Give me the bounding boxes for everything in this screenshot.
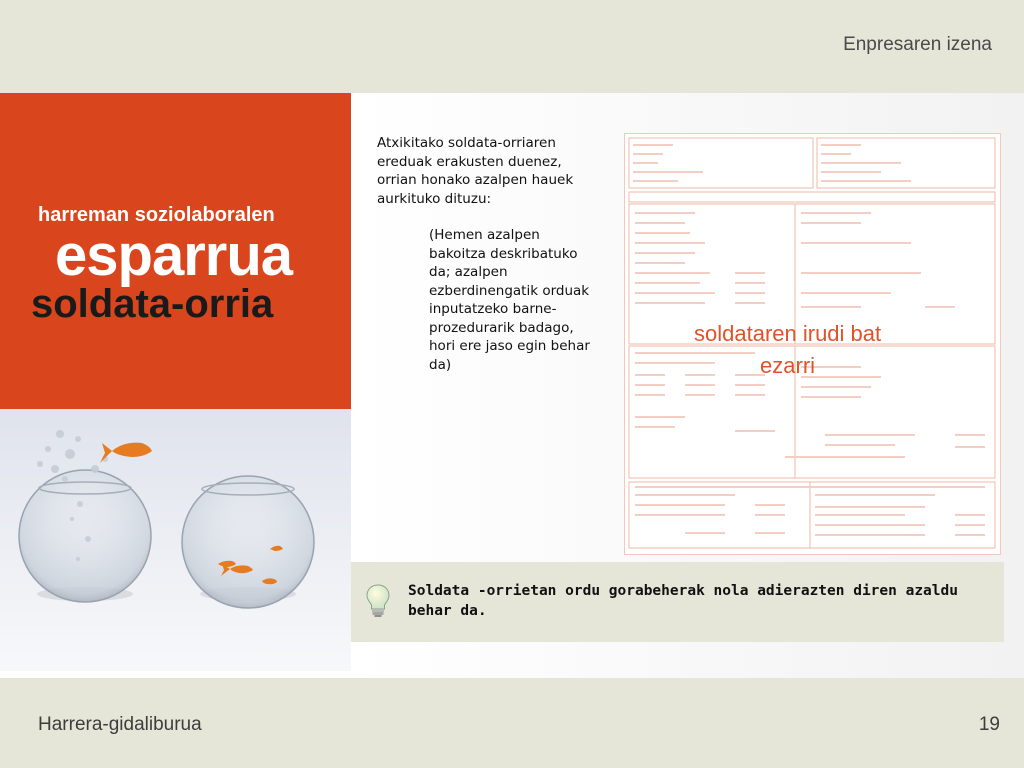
tip-text: Soldata -orrietan ordu gorabeherak nola adierazten diren azaldu behar da.	[408, 583, 958, 619]
title-line-3: soldata-orria	[31, 282, 274, 326]
title-line-1: harreman soziolaboralen	[38, 204, 275, 226]
intro-paragraph: Atxikitako soldata-orriaren ereduak erakusten duenez, orrian honako azalpen hauek aurkituko dituzu:	[377, 135, 574, 207]
company-name: Enpresaren izena	[843, 34, 992, 55]
note-paragraph: (Hemen azalpen bakoitza deskribatuko da; azalpen ezberdinengatik orduak inputatzeko barne-prozedurarik badago, hori ere jaso egin behar da)	[429, 227, 590, 373]
footer-title: Harrera-gidaliburua	[38, 714, 202, 735]
page-number: 19	[978, 714, 1000, 735]
lightbulb-icon	[366, 584, 390, 623]
fishbowl-image	[0, 409, 351, 671]
placeholder-line-2: ezarri	[760, 353, 816, 378]
payslip-placeholder-text	[694, 318, 881, 382]
placeholder-line-1: soldataren irudi bat	[694, 321, 882, 346]
title-line-2: esparrua	[55, 223, 293, 288]
